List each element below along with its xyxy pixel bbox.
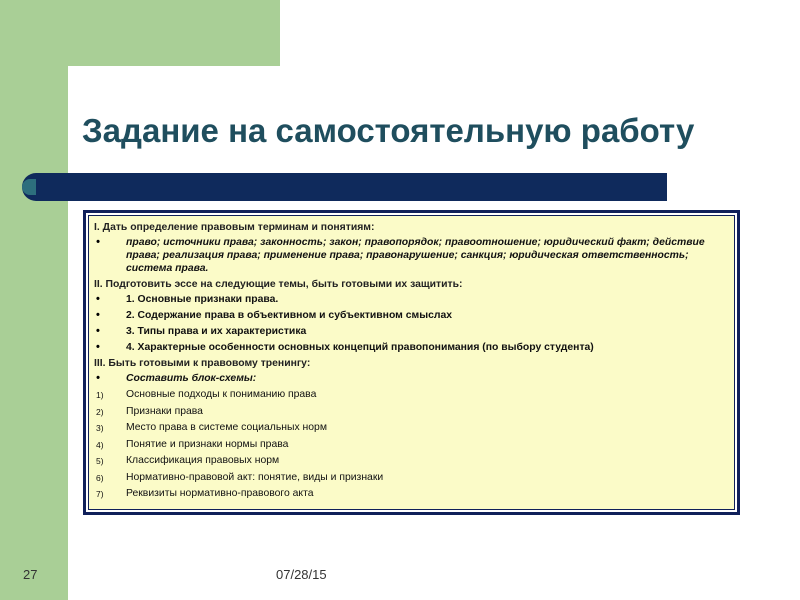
green-side-band xyxy=(0,0,68,600)
green-top-band xyxy=(0,0,280,66)
item-number: 6) xyxy=(96,472,104,483)
essay-topic-3: 3. Типы права и их характеристика xyxy=(126,326,307,337)
item-number: 1) xyxy=(96,390,104,400)
section-1-terms: право; источники права; законность; закон; правопорядок; правоотношение; юридический факт; действие права; реализация права; применение права; правонарушение; санкция; юридическая ответственность; система права. xyxy=(126,237,705,274)
item-text: Понятие и признаки нормы права xyxy=(126,438,289,450)
item-text: Нормативно-правовой акт: понятие, виды и признаки xyxy=(126,471,384,483)
list-item xyxy=(94,309,727,322)
item-text: Классификация правовых норм xyxy=(126,455,280,466)
list-item xyxy=(94,325,727,338)
title-underline-bar xyxy=(22,173,667,201)
item-number: 2) xyxy=(96,406,104,417)
item-number: 7) xyxy=(96,489,104,499)
item-number: 4) xyxy=(96,439,104,450)
assignment-content-box xyxy=(83,210,740,515)
section-2-heading: II. Подготовить эссе на следующие темы, быть готовыми их защитить: xyxy=(94,279,463,290)
section-2-list xyxy=(94,293,727,354)
section-3-list xyxy=(94,372,727,385)
essay-topic-4: 4. Характерные особенности основных концепций правопонимания (по выбору студента) xyxy=(126,342,594,353)
bullet-icon: • xyxy=(96,236,100,248)
list-item xyxy=(94,236,727,275)
list-item xyxy=(94,293,727,306)
section-3-heading: III. Быть готовыми к правовому тренингу: xyxy=(94,358,311,369)
item-text: Реквизиты нормативно-правового акта xyxy=(126,488,314,499)
item-number: 3) xyxy=(96,423,104,433)
list-item xyxy=(94,471,727,484)
list-item xyxy=(94,454,727,467)
slide-number: 27 xyxy=(23,567,38,582)
slide-title: Задание на самостоятельную работу xyxy=(82,112,695,149)
list-item xyxy=(94,372,727,385)
bullet-icon: • xyxy=(96,325,100,337)
list-item xyxy=(94,388,727,401)
essay-topic-2: 2. Содержание права в объективном и субъективном смыслах xyxy=(126,310,453,321)
title-bar-accent xyxy=(22,179,36,195)
list-item xyxy=(94,421,727,434)
bullet-icon: • xyxy=(96,372,100,384)
slide-date: 07/28/15 xyxy=(276,567,327,582)
list-item xyxy=(94,487,727,500)
list-item xyxy=(94,405,727,418)
list-item xyxy=(94,341,727,354)
bullet-icon: • xyxy=(96,293,100,305)
item-text: Признаки права xyxy=(126,405,203,417)
bullet-icon: • xyxy=(96,309,100,321)
list-item xyxy=(94,438,727,451)
item-number: 5) xyxy=(96,456,104,466)
section-1-heading: I. Дать определение правовым терминам и понятиям: xyxy=(94,222,375,233)
item-text: Место права в системе социальных норм xyxy=(126,422,327,433)
section-3-subheading: Составить блок-схемы: xyxy=(126,373,257,384)
block-scheme-list xyxy=(94,388,727,500)
item-text: Основные подходы к пониманию права xyxy=(126,389,317,400)
essay-topic-1: 1. Основные признаки права. xyxy=(126,294,279,305)
bullet-icon: • xyxy=(96,341,100,353)
section-1-list xyxy=(94,236,727,275)
